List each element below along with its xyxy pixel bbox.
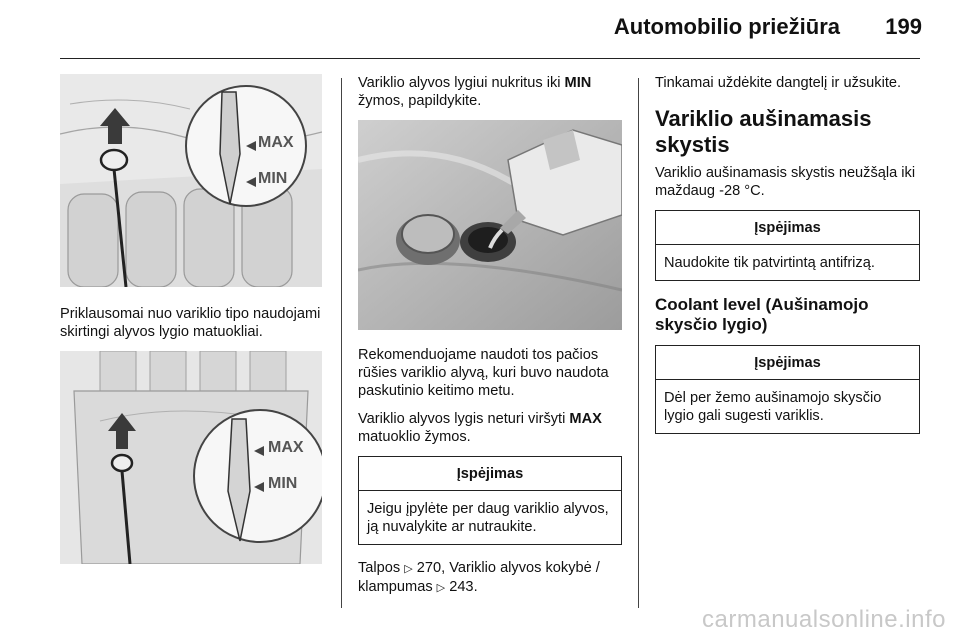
warning-body: Dėl per žemo aušinamojo skysčio lygio gali sugesti variklis. [664, 390, 882, 424]
oil-filling-photo [358, 120, 622, 330]
page-number: 199 [885, 14, 922, 39]
running-header-title: Automobilio priežiūra [613, 14, 840, 39]
column-3 [655, 74, 920, 448]
text-run: Talpos [358, 560, 405, 576]
header-rule [60, 58, 920, 59]
min-term: MIN [564, 75, 592, 91]
max-marker-label: MAX [258, 134, 294, 151]
subsection-heading: Coolant level (Aušinamojo skysčio lygio) [655, 295, 869, 334]
min-marker-label: MIN [258, 170, 288, 187]
warning-body: Jeigu įpylėte per daug variklio alyvos, ją nuvalykite ar nutraukite. [367, 501, 609, 535]
cap-paragraph: Tinkamai uždėkite dangtelį ir užsukite. [655, 75, 902, 91]
min-marker-label: MIN [268, 475, 298, 492]
page-reference[interactable]: 270 [416, 560, 442, 576]
warning-box-overfill [358, 456, 622, 545]
column-separator [341, 78, 342, 608]
text-run: Variklio alyvos lygis neturi viršyti [358, 411, 570, 427]
text-run: . [473, 579, 478, 595]
max-marker-label: MAX [268, 439, 304, 456]
freeze-paragraph: Variklio aušinamasis skystis neužšąla iki maždaug -28 °C. [655, 165, 916, 199]
page-reference-icon: ▷ [404, 563, 413, 575]
max-term: MAX [569, 411, 602, 427]
recommendation-paragraph: Rekomenduojame naudoti tos pačios rūšies variklio alyvą, kuri buvo naudota paskutinio keitimo metu. [358, 347, 609, 399]
warning-body: Naudokite tik patvirtintą antifrizą. [664, 255, 875, 271]
warning-title: Įspėjimas [656, 211, 919, 245]
text-run: Variklio alyvos lygiui nukritus iki [358, 75, 565, 91]
refill-paragraph [358, 74, 622, 110]
max-limit-paragraph [358, 410, 622, 446]
warning-title: Įspėjimas [359, 457, 621, 491]
watermark-text: carmanualsonline.info [702, 606, 946, 633]
text-run: matuoklio žymos. [358, 429, 471, 445]
dipstick-types-paragraph: Priklausomai nuo variklio tipo naudojami skirtingi alyvos lygio matuokliai. [60, 306, 321, 340]
dipstick-illustration-1 [60, 74, 322, 287]
text-run: žymos, papildykite. [358, 93, 482, 109]
column-1 [60, 74, 322, 564]
page-reference[interactable]: 243 [449, 579, 474, 595]
warning-box-antifreeze [655, 210, 920, 281]
column-2 [358, 74, 622, 607]
warning-box-coolant-level [655, 345, 920, 434]
cross-reference-paragraph [358, 559, 622, 597]
dipstick-illustration-2 [60, 351, 322, 564]
page-reference-icon: ▷ [436, 582, 446, 594]
text-run: , Variklio alyvos kokybė / klampumas [358, 560, 600, 595]
warning-title: Įspėjimas [656, 346, 919, 380]
column-separator [638, 78, 639, 608]
section-heading: Variklio aušinamasis skystis [655, 106, 872, 157]
